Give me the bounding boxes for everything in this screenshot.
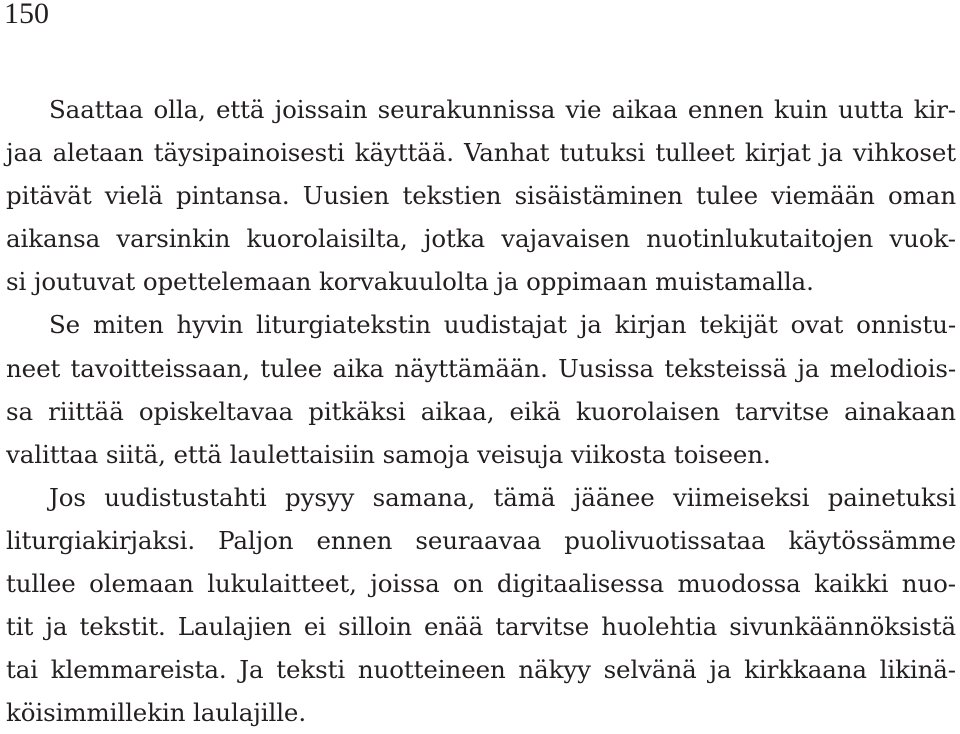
text-line: jaa aletaan täysipainoisesti käyttää. Vanhat tutuksi tulleet kirjat ja vihkoset	[6, 138, 956, 168]
text-line: aikansa varsinkin kuorolaisilta, jotka vajavaisen nuotinlukutaitojen vuok-	[6, 224, 956, 254]
text-line: liturgiakirjaksi. Paljon ennen seuraavaa puolivuotissataa käytössämme	[6, 525, 956, 555]
text-line: Jos uudistustahti pysyy samana, tämä jäänee viimeiseksi painetuksi	[49, 482, 956, 512]
text-line: sa riittää opiskeltavaa pitkäksi aikaa, eikä kuorolaisen tarvitse ainakaan	[6, 396, 956, 426]
text-line: köisimmillekin laulajille.	[6, 698, 307, 728]
text-line: tai klemmareista. Ja teksti nuotteineen näkyy selvänä ja kirkkaana likinä-	[6, 655, 956, 685]
text-line: tullee olemaan lukulaitteet, joissa on digitaalisessa muodossa kaikki nuo-	[6, 569, 956, 599]
text-line: Saattaa olla, että joissain seurakunnissa vie aikaa ennen kuin uutta kir-	[49, 95, 956, 124]
text-line: pitävät vielä pintansa. Uusien tekstien sisäistäminen tulee viemään oman	[6, 181, 956, 211]
body-text	[6, 88, 956, 734]
text-line: Se miten hyvin liturgiatekstin uudistajat ja kirjan tekijät ovat onnistu-	[49, 310, 956, 340]
text-line: si joutuvat opettelemaan korvakuulolta ja oppimaan muistamalla.	[6, 267, 814, 297]
text-line: tit ja tekstit. Laulajien ei silloin enää tarvitse huolehtia sivunkäännöksistä	[6, 612, 956, 642]
text-line: valittaa siitä, että laulettaisiin samoja veisuja viikosta toiseen.	[6, 439, 771, 469]
page-number: 150	[4, 0, 49, 30]
text-line: neet tavoitteissaan, tulee aika näyttämään. Uusissa teksteissä ja melodiois-	[6, 353, 956, 383]
